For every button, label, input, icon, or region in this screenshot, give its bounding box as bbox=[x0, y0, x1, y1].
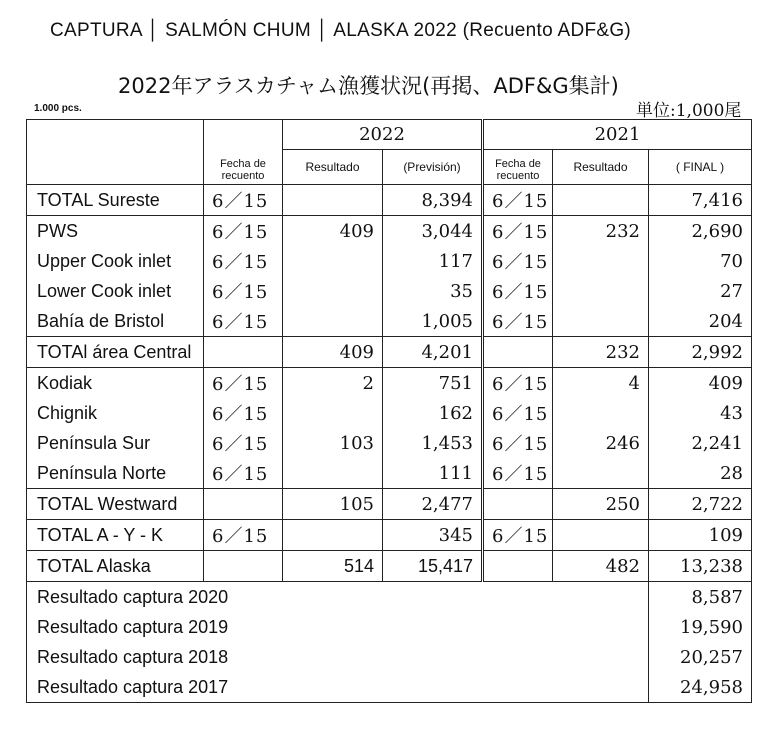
col-final-2021: ( FINAL ) bbox=[649, 150, 752, 185]
table-row bbox=[27, 185, 752, 216]
fecha-2021-cell: 6／15 bbox=[483, 368, 553, 399]
prevision-2022-cell: 8,394 bbox=[383, 185, 483, 216]
fecha-2022-cell: 6／15 bbox=[204, 368, 283, 399]
resultado-2021-cell bbox=[553, 520, 649, 551]
resultado-2021-cell bbox=[553, 185, 649, 216]
fecha-2021-cell: 6／15 bbox=[483, 276, 553, 306]
year-2021-header: 2021 bbox=[483, 120, 752, 150]
final-2021-cell: 70 bbox=[649, 246, 752, 276]
fecha-2021-cell: 6／15 bbox=[483, 306, 553, 337]
fecha-2022-cell: 6／15 bbox=[204, 428, 283, 458]
fecha-2021-cell: 6／15 bbox=[483, 520, 553, 551]
row-label: TOTAL Westward bbox=[27, 489, 204, 520]
fecha-2022-cell: 6／15 bbox=[204, 185, 283, 216]
catch-table bbox=[26, 119, 752, 703]
fecha-2021-cell: 6／15 bbox=[483, 185, 553, 216]
resultado-2021-cell: 4 bbox=[553, 368, 649, 399]
header-corner-cell bbox=[27, 120, 204, 185]
row-label: Bahía de Bristol bbox=[27, 306, 204, 337]
history-value: 19,590 bbox=[649, 612, 752, 642]
prevision-2022-cell: 117 bbox=[383, 246, 483, 276]
resultado-2021-cell: 482 bbox=[553, 551, 649, 582]
col-fecha-2021: Fecha de recuento bbox=[483, 150, 553, 185]
row-label: PWS bbox=[27, 216, 204, 247]
prevision-2022-cell: 2,477 bbox=[383, 489, 483, 520]
final-2021-cell: 27 bbox=[649, 276, 752, 306]
final-2021-cell: 2,992 bbox=[649, 337, 752, 368]
final-2021-cell: 7,416 bbox=[649, 185, 752, 216]
prevision-2022-cell: 1,453 bbox=[383, 428, 483, 458]
final-2021-cell: 204 bbox=[649, 306, 752, 337]
resultado-2021-cell: 232 bbox=[553, 337, 649, 368]
resultado-2022-cell: 409 bbox=[283, 216, 383, 247]
final-2021-cell: 2,722 bbox=[649, 489, 752, 520]
final-2021-cell: 13,238 bbox=[649, 551, 752, 582]
resultado-2022-cell bbox=[283, 246, 383, 276]
resultado-2022-cell bbox=[283, 185, 383, 216]
fecha-2021-cell: 6／15 bbox=[483, 216, 553, 247]
table-row bbox=[27, 398, 752, 428]
history-label: Resultado captura 2018 bbox=[27, 642, 649, 672]
resultado-2021-cell: 250 bbox=[553, 489, 649, 520]
history-value: 20,257 bbox=[649, 642, 752, 672]
final-2021-cell: 2,690 bbox=[649, 216, 752, 247]
fecha-2022-cell: 6／15 bbox=[204, 306, 283, 337]
col-prevision-2022: (Previsión) bbox=[383, 150, 483, 185]
document-title: 2022年アラスカチャム漁獲状況(再掲、ADF&G集計) bbox=[118, 74, 619, 98]
resultado-2022-cell: 409 bbox=[283, 337, 383, 368]
fecha-2022-cell: 6／15 bbox=[204, 216, 283, 247]
final-2021-cell: 409 bbox=[649, 368, 752, 399]
history-row bbox=[27, 582, 752, 613]
resultado-2022-cell bbox=[283, 306, 383, 337]
table-row bbox=[27, 306, 752, 337]
row-label: Lower Cook inlet bbox=[27, 276, 204, 306]
resultado-2021-cell: 232 bbox=[553, 216, 649, 247]
final-2021-cell: 43 bbox=[649, 398, 752, 428]
fecha-2022-cell: 6／15 bbox=[204, 276, 283, 306]
table-row bbox=[27, 520, 752, 551]
row-label: TOTAl área Central bbox=[27, 337, 204, 368]
history-row bbox=[27, 642, 752, 672]
history-value: 8,587 bbox=[649, 582, 752, 613]
row-label: Kodiak bbox=[27, 368, 204, 399]
fecha-2021-cell bbox=[483, 551, 553, 582]
table-row bbox=[27, 458, 752, 489]
fecha-2022-cell: 6／15 bbox=[204, 520, 283, 551]
table-row bbox=[27, 246, 752, 276]
fecha-2022-cell bbox=[204, 337, 283, 368]
history-value: 24,958 bbox=[649, 672, 752, 703]
history-row bbox=[27, 672, 752, 703]
table-row bbox=[27, 216, 752, 247]
resultado-2021-cell bbox=[553, 276, 649, 306]
table-row bbox=[27, 337, 752, 368]
row-label: TOTAL A - Y - K bbox=[27, 520, 204, 551]
history-label: Resultado captura 2019 bbox=[27, 612, 649, 642]
fecha-2022-cell: 6／15 bbox=[204, 458, 283, 489]
final-2021-cell: 2,241 bbox=[649, 428, 752, 458]
resultado-2022-cell: 2 bbox=[283, 368, 383, 399]
table-row bbox=[27, 368, 752, 399]
prevision-2022-cell: 111 bbox=[383, 458, 483, 489]
resultado-2021-cell bbox=[553, 306, 649, 337]
history-row bbox=[27, 612, 752, 642]
prevision-2022-cell: 4,201 bbox=[383, 337, 483, 368]
col-fecha-2022: Fecha de recuento bbox=[204, 150, 283, 185]
row-label: Península Sur bbox=[27, 428, 204, 458]
table-row bbox=[27, 489, 752, 520]
resultado-2022-cell bbox=[283, 458, 383, 489]
resultado-2021-cell bbox=[553, 246, 649, 276]
page-header: CAPTURA │ SALMÓN CHUM │ ALASKA 2022 (Recuento ADF&G) bbox=[50, 20, 632, 41]
history-label: Resultado captura 2017 bbox=[27, 672, 649, 703]
col-resultado-2021: Resultado bbox=[553, 150, 649, 185]
resultado-2021-cell bbox=[553, 458, 649, 489]
row-label: Península Norte bbox=[27, 458, 204, 489]
fecha-2021-cell: 6／15 bbox=[483, 246, 553, 276]
unit-label-right: 単位:1,000尾 bbox=[636, 101, 742, 121]
prevision-2022-cell: 35 bbox=[383, 276, 483, 306]
prevision-2022-cell: 751 bbox=[383, 368, 483, 399]
resultado-2022-cell bbox=[283, 276, 383, 306]
fecha-2021-cell bbox=[483, 489, 553, 520]
resultado-2022-cell: 103 bbox=[283, 428, 383, 458]
final-2021-cell: 28 bbox=[649, 458, 752, 489]
final-2021-cell: 109 bbox=[649, 520, 752, 551]
prevision-2022-cell: 3,044 bbox=[383, 216, 483, 247]
table-row bbox=[27, 276, 752, 306]
fecha-2021-cell: 6／15 bbox=[483, 398, 553, 428]
prevision-2022-cell: 162 bbox=[383, 398, 483, 428]
resultado-2021-cell bbox=[553, 398, 649, 428]
row-label: Upper Cook inlet bbox=[27, 246, 204, 276]
row-label: TOTAL Sureste bbox=[27, 185, 204, 216]
row-label: TOTAL Alaska bbox=[27, 551, 204, 582]
prevision-2022-cell: 15,417 bbox=[383, 551, 483, 582]
history-label: Resultado captura 2020 bbox=[27, 582, 649, 613]
resultado-2021-cell: 246 bbox=[553, 428, 649, 458]
resultado-2022-cell bbox=[283, 398, 383, 428]
unit-label-left: 1.000 pcs. bbox=[34, 103, 82, 114]
col-resultado-2022: Resultado bbox=[283, 150, 383, 185]
resultado-2022-cell: 514 bbox=[283, 551, 383, 582]
resultado-2022-cell: 105 bbox=[283, 489, 383, 520]
year-2022-header: 2022 bbox=[283, 120, 483, 150]
fecha-2021-cell: 6／15 bbox=[483, 428, 553, 458]
prevision-2022-cell: 1,005 bbox=[383, 306, 483, 337]
row-label: Chignik bbox=[27, 398, 204, 428]
table-row bbox=[27, 551, 752, 582]
fecha-2021-cell bbox=[483, 337, 553, 368]
fecha-2022-cell: 6／15 bbox=[204, 398, 283, 428]
fecha-2022-cell bbox=[204, 489, 283, 520]
fecha-2022-cell bbox=[204, 551, 283, 582]
resultado-2022-cell bbox=[283, 520, 383, 551]
prevision-2022-cell: 345 bbox=[383, 520, 483, 551]
header-blank-cell bbox=[204, 120, 283, 150]
fecha-2021-cell: 6／15 bbox=[483, 458, 553, 489]
fecha-2022-cell: 6／15 bbox=[204, 246, 283, 276]
table-row bbox=[27, 428, 752, 458]
